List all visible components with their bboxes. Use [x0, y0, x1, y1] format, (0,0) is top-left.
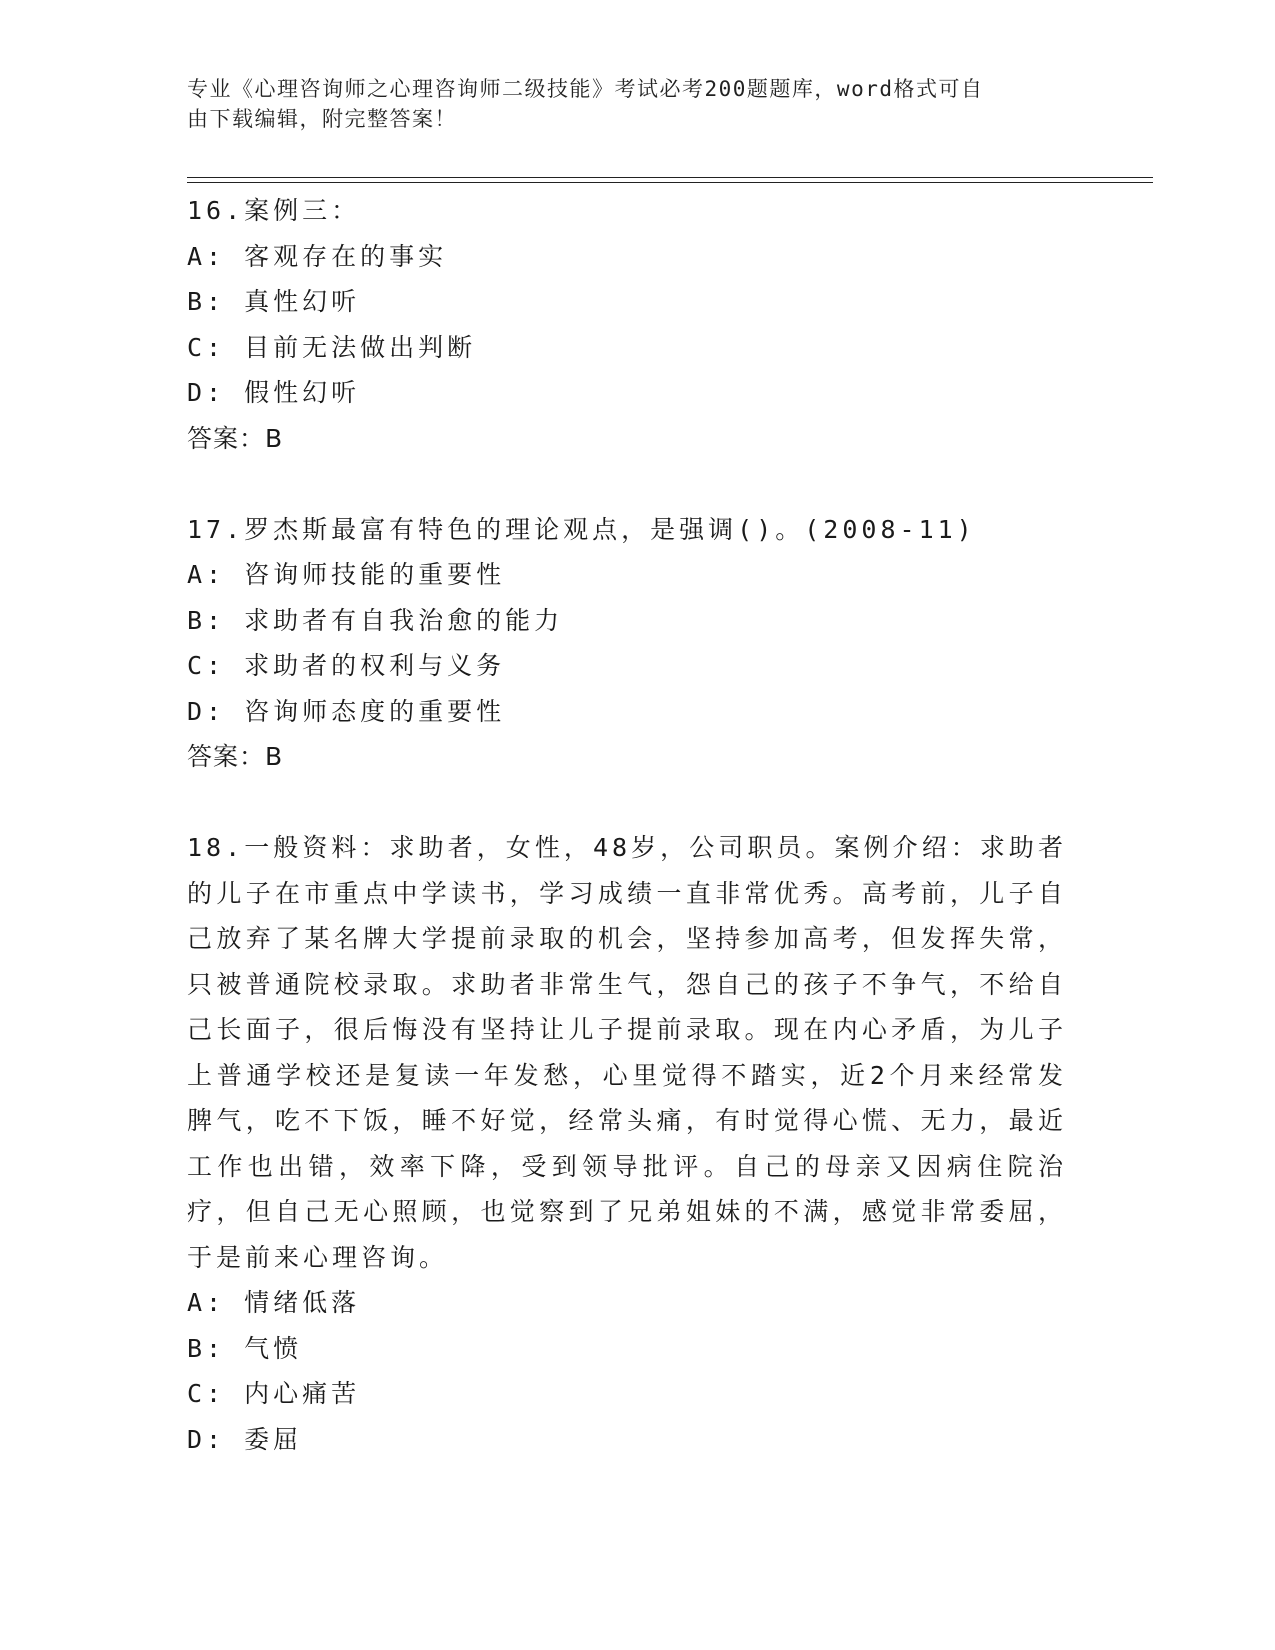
option-a: A: 客观存在的事实	[187, 241, 448, 271]
option-d: D: 委屈	[187, 1424, 303, 1454]
option-c: C: 目前无法做出判断	[187, 332, 477, 362]
question-stem: 16.案例三：	[187, 196, 361, 225]
option-c: C: 内心痛苦	[187, 1379, 361, 1408]
question-18	[187, 825, 1087, 1462]
question-16	[187, 188, 1087, 461]
document-header	[187, 74, 1067, 134]
option-d: D: 假性幻听	[187, 378, 361, 407]
option-d: D: 咨询师态度的重要性	[187, 696, 506, 726]
question-list	[187, 188, 1087, 1462]
option-b: B: 真性幻听	[187, 287, 361, 316]
answer-label: 答案：B	[187, 742, 284, 771]
answer-label: 答案：B	[187, 423, 284, 453]
spacer	[187, 780, 1087, 826]
question-stem: 17.罗杰斯最富有特色的理论观点，是强调()。(2008-11)	[187, 514, 976, 544]
option-b: B: 求助者有自我治愈的能力	[187, 605, 564, 635]
question-stem: 18.一般资料：求助者，女性，48岁，公司职员。案例介绍：求助者的儿子在市重点中学读书，学习成绩一直非常优秀。高考前，儿子自己放弃了某名牌大学提前录取的机会，坚持参加高考，但发挥失常，只被普通院校录取。求助者非常生气，怨自己的孩子不争气，不给自己长面子，很后悔没有坚持让儿子提前录取。现在内心矛盾，为儿子上普通学校还是复读一年发愁，心里觉得不踏实，近2个月来经常发脾气，吃不下饭，睡不好觉，经常头痛，有时觉得心慌、无力，最近工作也出错，效率下降，受到领导批评。自己的母亲又因病住院治疗，但自己无心照顾，也觉察到了兄弟姐妹的不满，感觉非常委屈，于是前来心理咨询。	[187, 833, 1067, 1272]
header-line-2: 由下载编辑，附完整答案！	[187, 107, 457, 131]
option-a: A: 咨询师技能的重要性	[187, 560, 506, 589]
question-17	[187, 507, 1087, 780]
option-c: C: 求助者的权利与义务	[187, 651, 506, 680]
option-a: A: 情绪低落	[187, 1288, 361, 1317]
header-divider-top	[187, 177, 1153, 178]
option-b: B: 气愤	[187, 1333, 303, 1363]
spacer	[187, 461, 1087, 507]
header-line-1: 专业《心理咨询师之心理咨询师二级技能》考试必考200题题库，word格式可自	[187, 77, 984, 101]
header-divider-bottom	[187, 182, 1153, 183]
